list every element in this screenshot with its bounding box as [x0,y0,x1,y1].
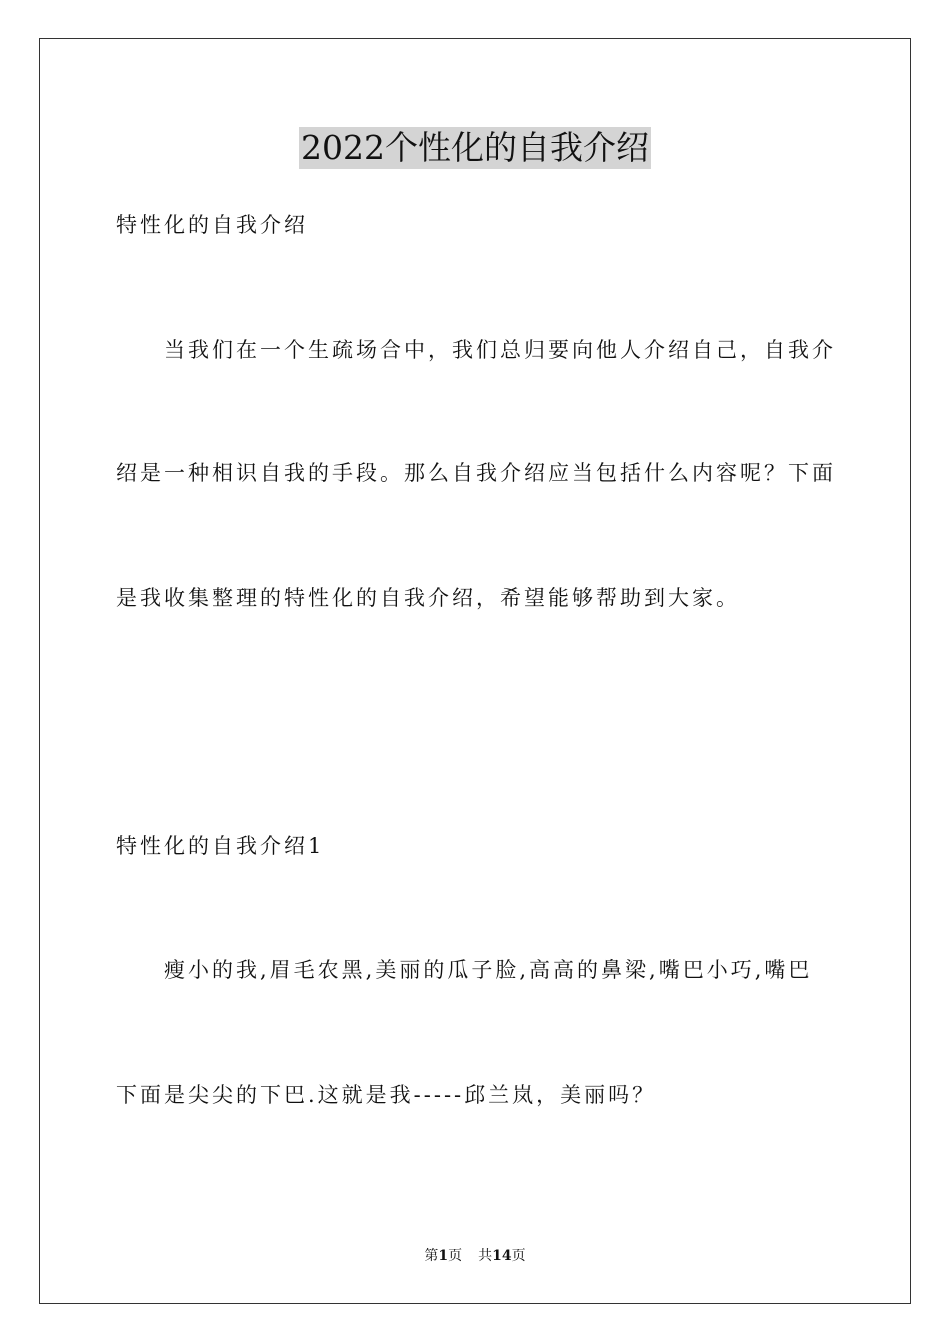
subheading-line: 特性化的自我介绍 [116,213,308,237]
paragraph-line: 瘦小的我,眉毛农黑,美丽的瓜子脸,高高的鼻梁,嘴巴小巧,嘴巴 [164,958,813,982]
paragraph-line: 绍是一种相识自我的手段。那么自我介绍应当包括什么内容呢？下面 [116,461,836,485]
total-prefix: 共 [478,1248,493,1264]
page-total: 14 [492,1248,512,1264]
section-heading: 特性化的自我介绍1 [116,834,325,858]
paragraph-line: 是我收集整理的特性化的自我介绍，希望能够帮助到大家。 [116,586,740,610]
page-footer [0,1247,950,1265]
document-title: 2022个性化的自我介绍 [301,128,649,167]
paragraph-line: 下面是尖尖的下巴.这就是我-----邱兰岚，美丽吗？ [116,1083,657,1107]
page-prefix: 第 [424,1248,439,1264]
paragraph-line: 当我们在一个生疏场合中，我们总归要向他人介绍自己，自我介 [164,338,836,362]
title-container [0,127,950,169]
total-suffix: 页 [511,1248,526,1264]
page-suffix: 页 [448,1248,463,1264]
page-current: 1 [438,1248,449,1264]
